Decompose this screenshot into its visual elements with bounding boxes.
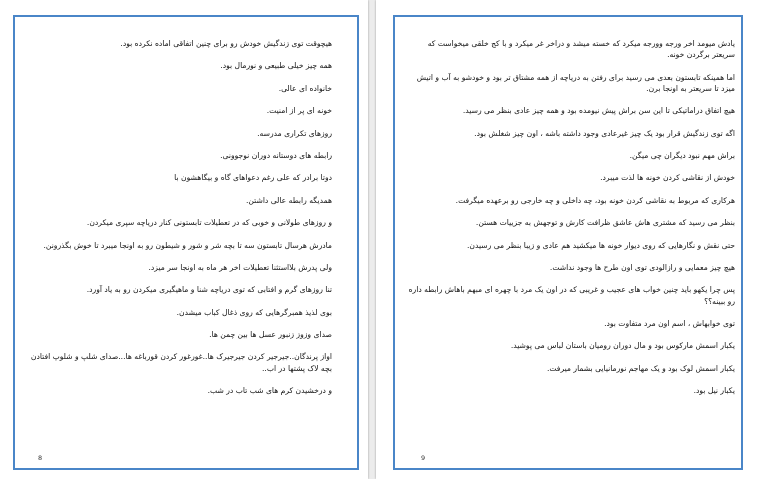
paragraph: اواز پرندگان..جیرجیر کردن جیرجیرک ها..غورغور کردن قورباغه ها...صدای شلپ و شلوپ افتادن بچه لاک پشتها در اب.. [30,352,332,373]
paragraph: یکبار نیل بود. [693,386,735,396]
paragraph: ولی پدرش بلااستثنا تعطیلات اخر هر ماه به اونجا سر میزد. [148,262,332,272]
paragraph: حتی نقش و نگارهایی که روی دیوار خونه ها میکشید هم عادی و زیبا بنظر می رسیدن. [467,240,735,250]
paragraph: هیچ چیز معمایی و رازالودی توی اون طرح ها وجود نداشت. [549,262,735,272]
document-page-right [376,0,768,479]
page-number: 8 [38,454,43,462]
paragraph: صدای وزوز زنبور عسل ها بین چمن ها. [209,330,332,340]
paragraph: یادش میومد اخر ورجه وورجه میکرد که خسته میشد و دراخر غر میکرد و با کج خلقی میخواست که سریعتر برگردن خونه. [427,39,735,60]
page-text [406,38,735,407]
paragraph: هیچوقت توی زندگیش خودش رو برای چنین اتفاقی اماده نکرده بود. [120,39,332,48]
paragraph: توی خوابهاش ، اسم اون مرد متفاوت بود. [604,318,735,328]
paragraph: اگه توی زندگیش قرار بود یک چیز غیرعادی وجود داشته باشه ، اون چیز شغلش بود. [474,128,735,138]
paragraph: و درخشیدن کرم های شب تاب در شب. [207,386,332,396]
paragraph: همه چیز خیلی طبیعی و نورمال بود. [220,61,332,71]
paragraph: بنظر می رسید که مشتری هاش عاشق ظرافت کارش و توجهش به جزییات هستن. [475,218,735,228]
paragraph: تنا روزهای گرم و افتابی که توی دریاچه شنا و ماهیگیری میکردن رو به یاد آورد. [86,285,332,295]
paragraph: مادرش هرسال تابستون سه تا بچه شر و شور و شیطون رو به اونجا میبرد تا خوش بگذرونن. [43,240,332,250]
paragraph: همدیگه رابطه عالی داشتن. [245,195,332,205]
paragraph: براش مهم نبود دیگران چی میگن. [629,150,735,160]
paragraph: خانواده ای عالی. [278,83,332,93]
paragraph: روزهای تکراری مدرسه. [257,128,332,138]
paragraph: پس چرا یکهو باید چنین خواب های عجیب و غریبی که در اون یک مرد با چهره ای مبهم باهاش رابطه داره رو ببینه؟؟ [408,285,735,306]
paragraph: اما همینکه تابستون بعدی می رسید برای رفتن به دریاچه از همه مشتاق تر بود و خودشو به آب و اتیش میزد تا سریعتر به اونجا برن. [416,72,735,93]
paragraph: خونه ای پر از امنیت. [266,106,332,116]
paragraph: یکبار اسمش مارکوس بود و مال دوران رومیان باستان لباس می پوشید. [510,341,735,351]
paragraph: هرکاری که مربوط به نقاشی کردن خونه بود، چه داخلی و چه خارجی رو برعهده میگرفت. [455,195,735,205]
document-page-left [0,0,368,479]
paragraph: بوی لذیذ همبرگرهایی که روی ذغال کباب میشدن. [176,307,332,317]
paragraph: خودش از نقاشی کردن خونه ها لذت میبرد. [600,173,735,183]
paragraph: و روزهای طولانی و خوبی که در تعطیلات تابستونی کنار دریاچه سپری میکردن. [86,218,332,228]
page-text [30,38,332,407]
paragraph: دوتا برادر که علی رغم دعواهای گاه و بیگاهشون با [174,173,332,183]
paragraph: هیچ اتفاق دراماتیکی تا این سن براش پیش نیومده بود و همه چیز عادی بنظر می رسید. [462,106,735,116]
paragraph: رابطه های دوستانه دوران نوجوونی. [220,150,332,160]
page-number: 9 [421,454,426,462]
paragraph: یکبار اسمش لوک بود و یک مهاجم نورمانیایی بشمار میرفت. [546,363,735,373]
